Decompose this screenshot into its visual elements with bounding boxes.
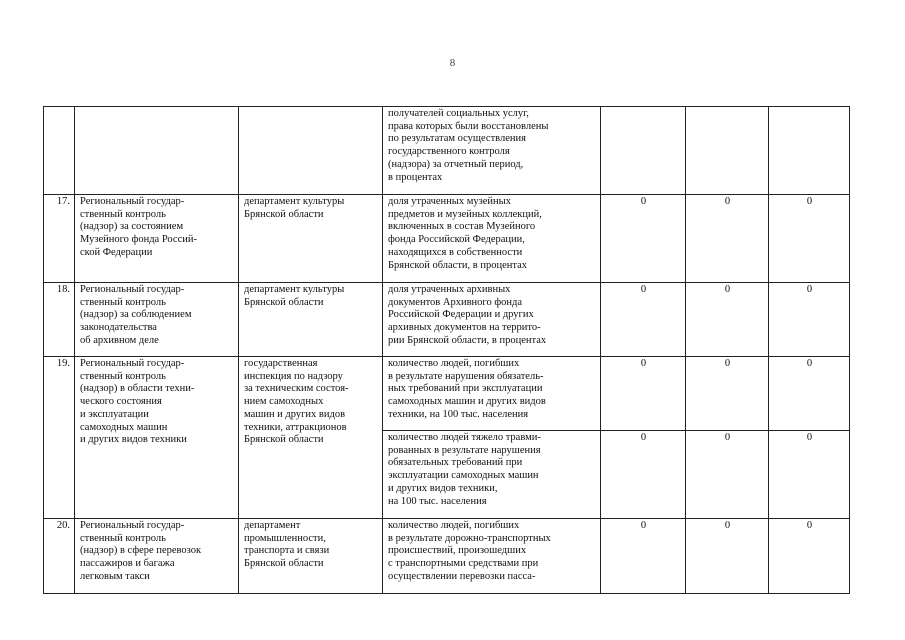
table-row [44,357,850,431]
value-cell [686,107,769,195]
indicator-cell: доля утраченных архивных документов Архивного фонда Российской Федерации и других архивных документов на террито- рии Брянской области, в процентах [383,283,601,357]
indicator-cell: получателей социальных услуг, права которых были восстановлены по результатам осуществления государственного контроля (надзора) за отчетный период, в процентах [383,107,601,195]
value-cell: 0 [601,283,686,357]
value-cell: 0 [601,195,686,283]
row-number: 19. [44,357,75,519]
department-cell: государственная инспекция по надзору за техническим состоя- нием самоходных машин и других видов техники, аттракционов Брянской области [239,357,383,519]
department-cell [239,107,383,195]
value-cell: 0 [769,431,850,519]
table-row [44,107,850,195]
value-cell: 0 [601,431,686,519]
table-row [44,519,850,594]
control-name-cell [75,107,239,195]
indicator-cell: количество людей тяжело травми- рованных в результате нарушения обязательных требований при эксплуатации самоходных машин и других видов техники, на 100 тыс. населения [383,431,601,519]
value-cell: 0 [769,357,850,431]
row-number [44,107,75,195]
value-cell: 0 [601,357,686,431]
control-name-cell: Региональный государ- ственный контроль (надзор) в области техни- ческого состояния и эксплуатации самоходных машин и других видов техники [75,357,239,519]
control-name-cell: Региональный государ- ственный контроль (надзор) за соблюдением законодательства об архивном деле [75,283,239,357]
table-row [44,283,850,357]
control-name-cell: Региональный государ- ственный контроль (надзор) в сфере перевозок пассажиров и багажа легковым такси [75,519,239,594]
row-number: 20. [44,519,75,594]
table-row [44,195,850,283]
value-cell: 0 [686,431,769,519]
indicators-table [43,106,850,594]
control-name-cell: Региональный государ- ственный контроль (надзор) за состоянием Музейного фонда Россий- ской Федерации [75,195,239,283]
row-number: 17. [44,195,75,283]
indicator-cell: количество людей, погибших в результате нарушения обязатель- ных требований при эксплуатации самоходных машин и других видов техники, на 100 тыс. населения [383,357,601,431]
value-cell: 0 [686,283,769,357]
value-cell [769,107,850,195]
value-cell: 0 [769,519,850,594]
page-number: 8 [449,57,456,69]
value-cell: 0 [686,357,769,431]
row-number: 18. [44,283,75,357]
department-cell: департамент промышленности, транспорта и связи Брянской области [239,519,383,594]
department-cell: департамент культуры Брянской области [239,283,383,357]
value-cell [601,107,686,195]
value-cell: 0 [686,195,769,283]
department-cell: департамент культуры Брянской области [239,195,383,283]
value-cell: 0 [686,519,769,594]
value-cell: 0 [769,283,850,357]
value-cell: 0 [601,519,686,594]
indicator-cell: доля утраченных музейных предметов и музейных коллекций, включенных в состав Музейного фонда Российской Федерации, находящихся в собственности Брянской области, в процентах [383,195,601,283]
value-cell: 0 [769,195,850,283]
indicator-cell: количество людей, погибших в результате дорожно-транспортных происшествий, произошедших с транспортными средствами при осуществлении перевозки пасса- [383,519,601,594]
